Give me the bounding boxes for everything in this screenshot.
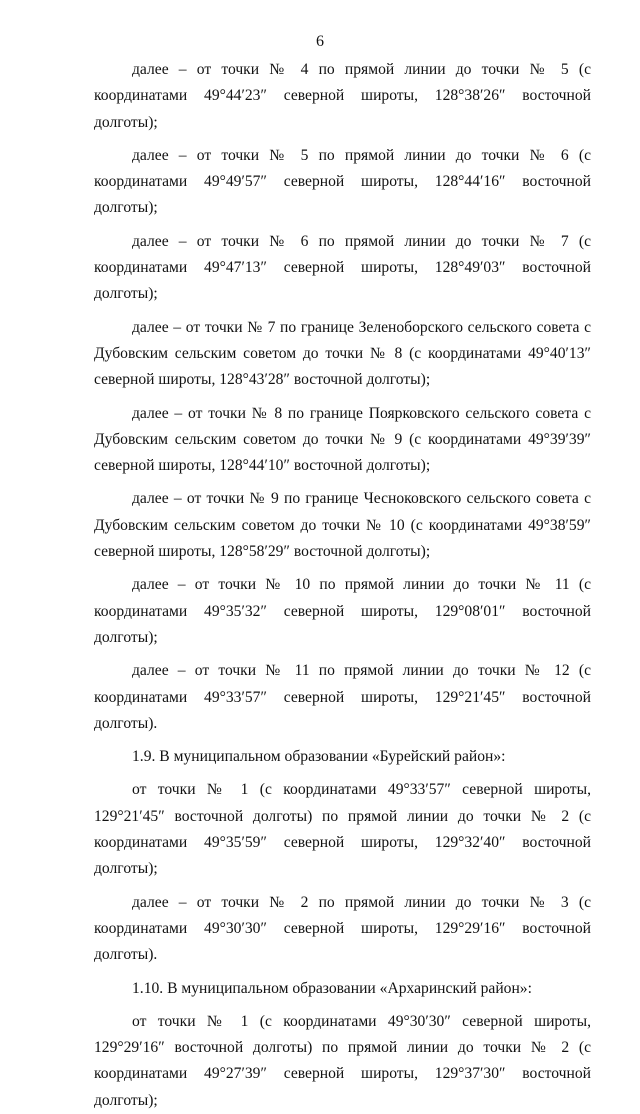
paragraph-point-11-12: далее – от точки № 11 по прямой линии до точки № 12 (с координатами 49°33′57″ северной широты, 129°21′45″ восточной долготы). xyxy=(94,662,591,732)
document-body xyxy=(94,57,591,1114)
paragraph-point-8-9: далее – от точки № 8 по границе Поярковского сельского совета с Дубовским сельским советом до точки № 9 (с координатами 49°39′39″ северной широты, 128°44′10″ восточной долготы); xyxy=(94,404,591,475)
paragraph-point-9-10: далее – от точки № 9 по границе Чесноковского сельского совета с Дубовским сельским советом до точки № 10 (с координатами 49°38′59″ северной широты, 128°58′29″ восточной долготы); xyxy=(94,490,591,561)
section-heading-1-10: 1.10. В муниципальном образовании «Архаринский район»: xyxy=(132,979,532,997)
paragraph-point-7-8: далее – от точки № 7 по границе Зеленоборского сельского совета с Дубовским сельским советом до точки № 8 (с координатами 49°40′13″ северной широты, 128°43′28″ восточной долготы); xyxy=(94,318,591,389)
page-number: 6 xyxy=(316,33,324,50)
paragraph-arkhara-point-1-2: от точки № 1 (с координатами 49°30′30″ северной широты, 129°29′16″ восточной долготы) по прямой линии до точки № 2 (с координатами 49°27′39″ северной широты, 129°37′30″ восточной долготы); xyxy=(94,1012,591,1109)
paragraph-point-5-6: далее – от точки № 5 по прямой линии до точки № 6 (с координатами 49°49′57″ северной широты, 128°44′16″ восточной долготы); xyxy=(94,146,591,217)
paragraph-bureya-point-2-3: далее – от точки № 2 по прямой линии до точки № 3 (с координатами 49°30′30″ северной широты, 129°29′16″ восточной долготы). xyxy=(94,893,591,964)
paragraph-point-10-11: далее – от точки № 10 по прямой линии до точки № 11 (с координатами 49°35′32″ северной широты, 129°08′01″ восточной долготы); xyxy=(94,576,591,646)
paragraph-bureya-point-1-2: от точки № 1 (с координатами 49°33′57″ северной широты, 129°21′45″ восточной долготы) по прямой линии до точки № 2 (с координатами 49°35′59″ северной широты, 129°32′40″ восточной долготы); xyxy=(94,781,591,878)
paragraph-point-4-5: далее – от точки № 4 по прямой линии до точки № 5 (с координатами 49°44′23″ северной широты, 128°38′26″ восточной долготы); xyxy=(94,61,591,131)
section-heading-1-9: 1.9. В муниципальном образовании «Бурейский район»: xyxy=(132,748,506,766)
paragraph-point-6-7: далее – от точки № 6 по прямой линии до точки № 7 (с координатами 49°47′13″ северной широты, 128°49′03″ восточной долготы); xyxy=(94,232,591,303)
